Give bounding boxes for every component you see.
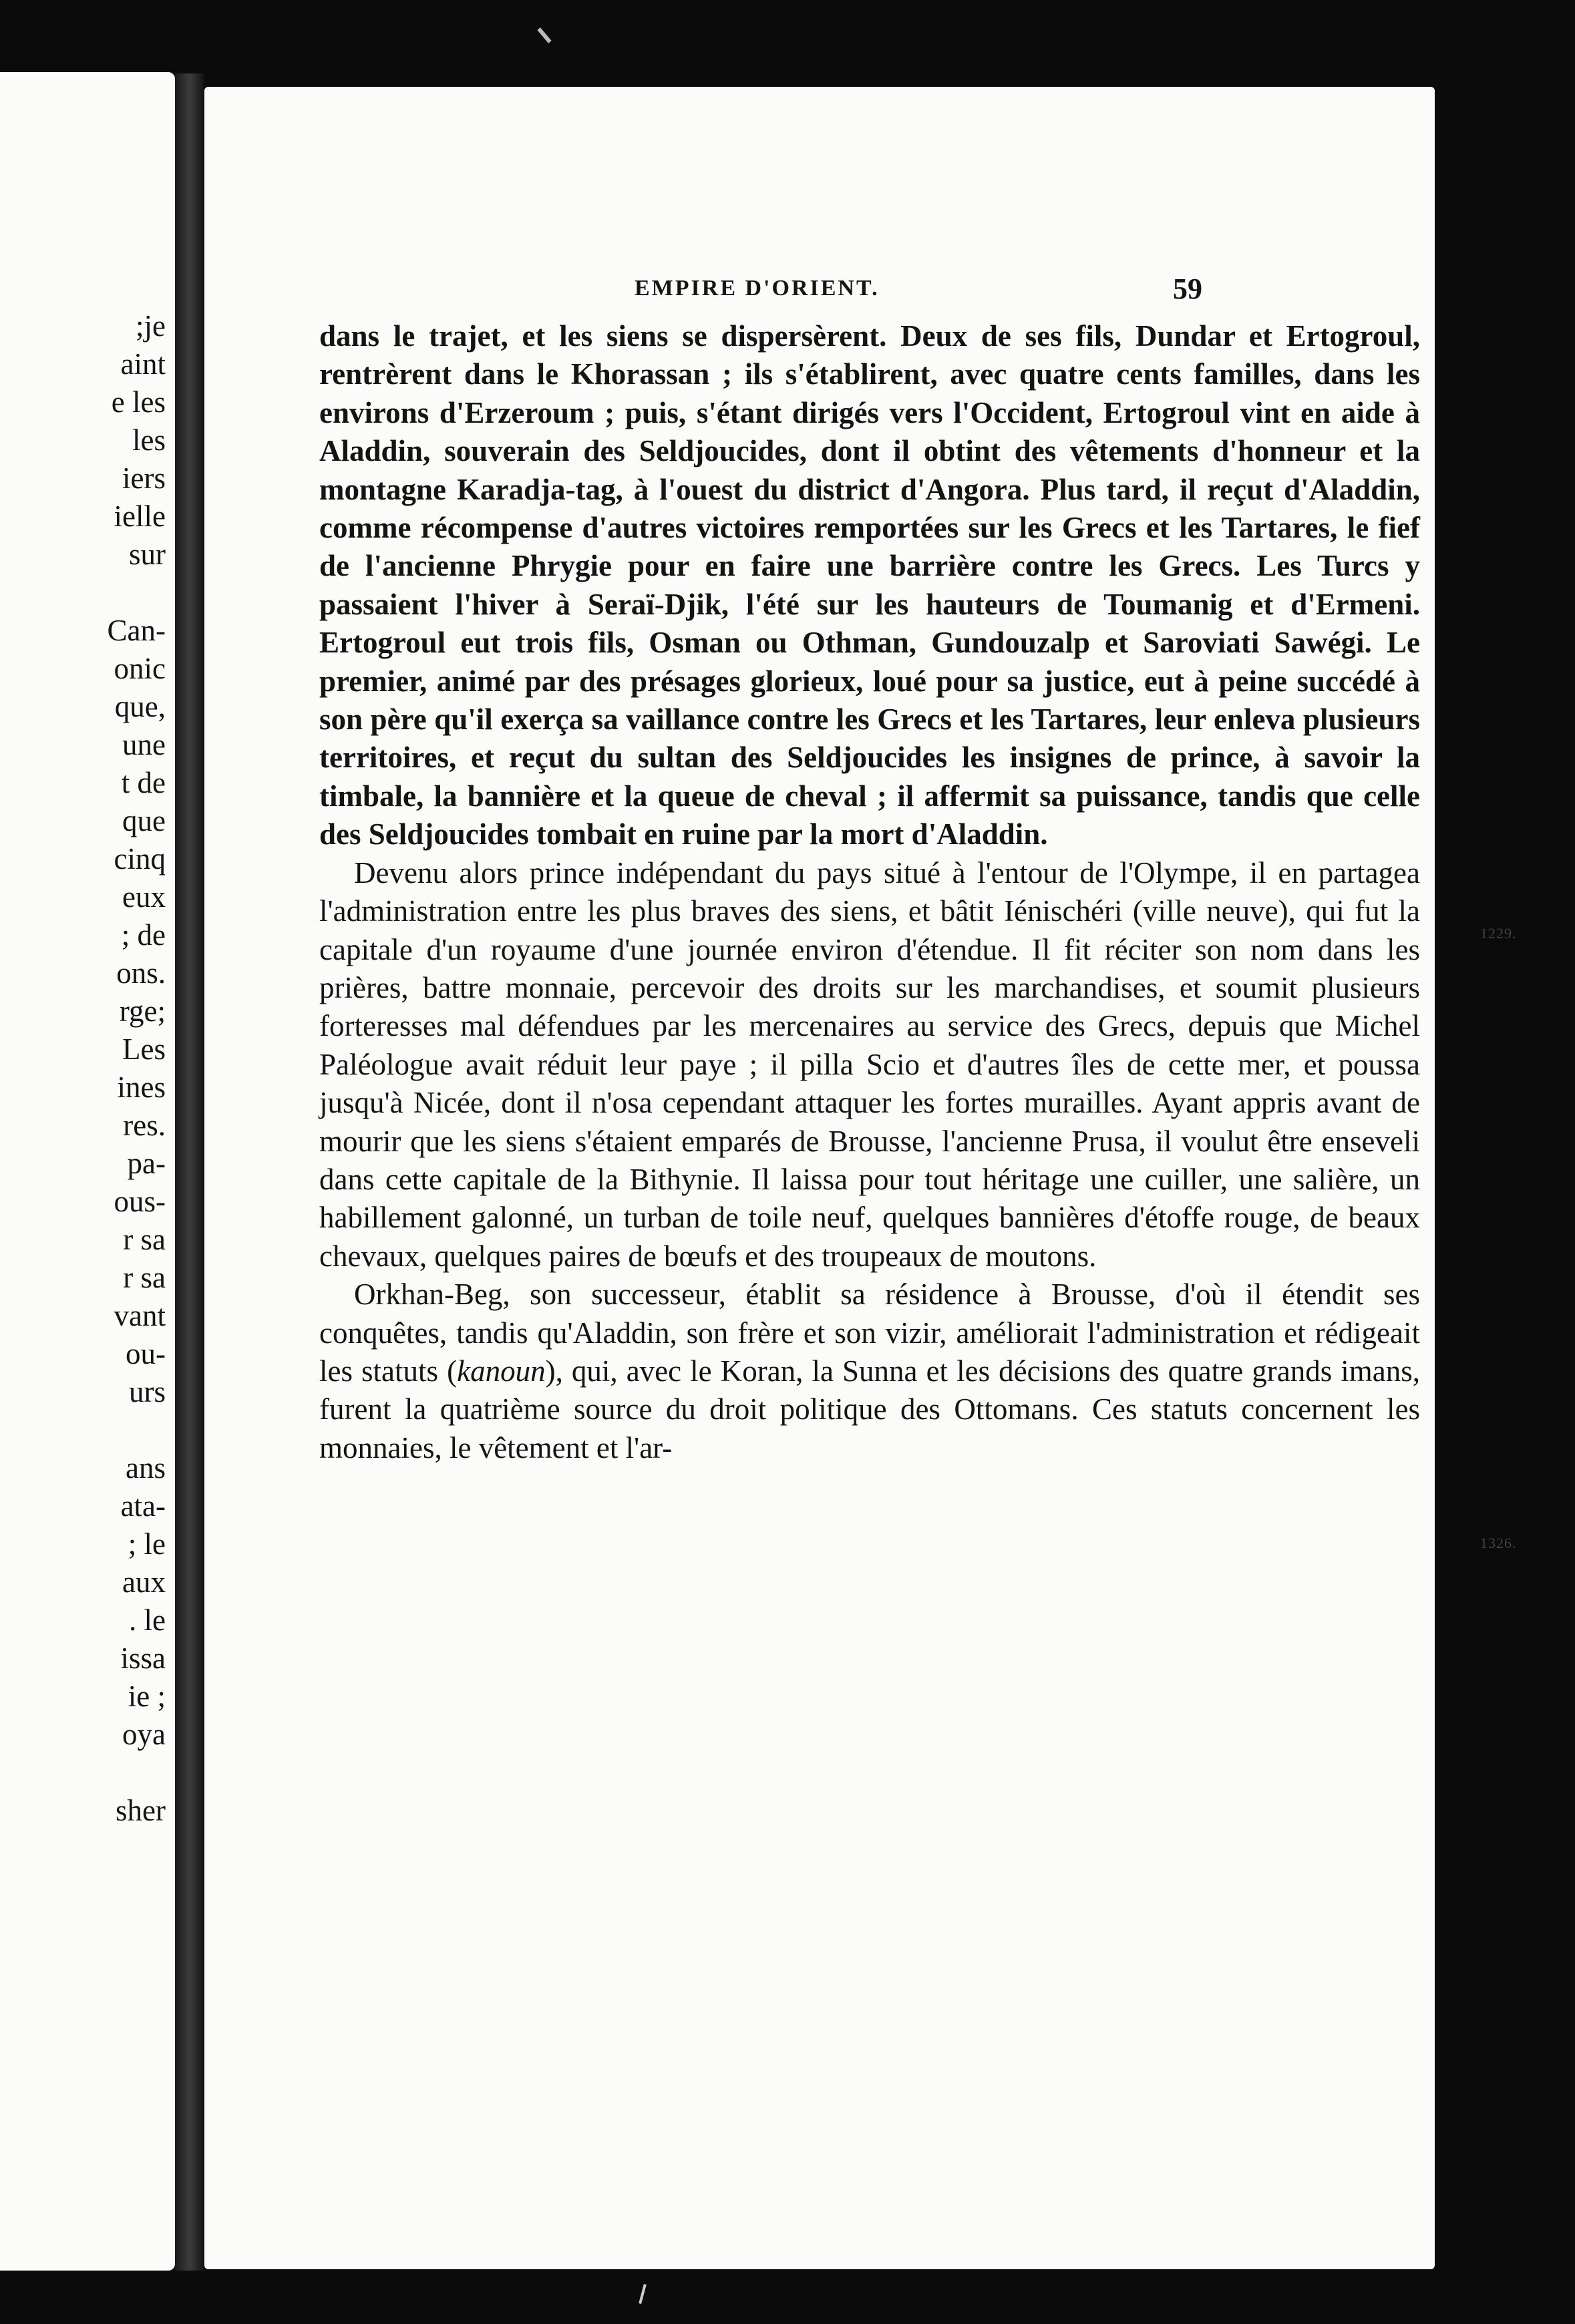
paragraph-3-text-end: ), qui, avec le Koran, la Sunna et les décisions des quatre grands imans, furent la quatrième source du droit politique des Ottomans. Ces statuts concernent les monnaies, le vêtement et l'ar- [319, 1354, 1420, 1465]
left-page-fragment: res. [123, 1109, 166, 1142]
paragraph-3-text-start: Orkhan-Beg, son successeur, établit sa résidence à Brousse, d'où il étendit ses conquêtes, tandis qu'Aladdin, son frère et son vizir, améliorait l'administration et rédigeait les statuts ( [319, 1278, 1420, 1388]
left-page-fragment [108, 1754, 166, 1792]
book-gutter [175, 73, 204, 2271]
left-page-fragment: e les [111, 385, 166, 419]
left-page-fragment: vant [114, 1299, 166, 1332]
left-page-fragment: ous- [114, 1185, 166, 1218]
left-page-fragment: aint [120, 347, 166, 381]
left-page-fragment: pa- [127, 1147, 166, 1180]
scan-artifact [639, 2284, 647, 2304]
left-page-fragment: . le [129, 1603, 166, 1637]
left-page-fragment: eux [122, 880, 166, 914]
left-page-fragment: Can- [107, 614, 166, 647]
left-page-fragment: Les [122, 1032, 166, 1066]
left-page-fragment: onic [114, 652, 166, 685]
left-page-fragment: que [122, 804, 166, 837]
left-page-edge [0, 72, 175, 2271]
left-page-fragment: t de [121, 766, 166, 799]
left-page-fragment: ; le [128, 1527, 166, 1561]
paragraph-3-italic-term: kanoun [457, 1354, 546, 1388]
paragraph-3 [319, 1276, 1420, 1467]
left-page-fragment: iers [122, 461, 166, 495]
left-page-fragment [108, 574, 166, 612]
page-number: 59 [1173, 272, 1202, 305]
main-page [204, 87, 1517, 2269]
left-page-fragment: sur [129, 538, 166, 571]
margin-date-note: 1229. [1480, 925, 1517, 942]
left-page-fragment: ans [126, 1451, 166, 1485]
paragraph-2: Devenu alors prince indépendant du pays situé à l'entour de l'Olympe, il en partagea l'administration entre les plus braves des siens, et bâtit Iénischéri (ville neuve), qui fut la capitale d'un royaume d'une journée environ d'étendue. Il fit réciter son nom dans les prières, battre monnaie, percevoir des droits sur les marchandises, et soumit plusieurs forteresses mal défendues par les mercenaires au service des Grecs, depuis que Michel Paléologue avait réduit leur paye ; il pilla Scio et d'autres îles de cette mer, et poussa jusqu'à Nicée, dont il n'osa cependant attaquer les fortes murailles. Ayant appris avant de mourir que les siens s'étaient emparés de Brousse, l'ancienne Prusa, il voulut être enseveli dans cette capitale de la Bithynie. Il laissa pour tout héritage une cuiller, une salière, un habillement galonné, un turban de toile neuf, quelques bannières d'étoffe rouge, de beaux chevaux, quelques paires de bœufs et des troupeaux de moutons. [319, 855, 1420, 1273]
left-page-fragment: ines [117, 1071, 166, 1104]
left-page-fragment: ;je [136, 309, 166, 343]
left-page-fragment [108, 1411, 166, 1449]
left-page-fragment: issa [120, 1641, 166, 1675]
left-page-text-fragments [108, 307, 166, 1830]
left-page-fragment: les [132, 423, 166, 457]
left-page-fragment: une [122, 728, 166, 761]
left-page-fragment: oya [122, 1718, 166, 1751]
left-page-fragment: ; de [121, 918, 166, 952]
left-page-fragment: que, [114, 690, 166, 723]
paragraph-1: dans le trajet, et les siens se dispersèrent. Deux de ses fils, Dundar et Ertogroul, rentrèrent dans le Khorassan ; ils s'établirent, avec quatre cents familles, dans les environs d'Erzeroum ; puis, s'étant dirigés vers l'Occident, Ertogroul vint en aide à Aladdin, souverain des Seldjoucides, dont il obtint des vêtements d'honneur et la montagne Karadja-tag, à l'ouest du district d'Angora. Plus tard, il reçut d'Aladdin, comme récompense d'autres victoires remportées sur les Grecs et les Tartares, le fief de l'ancienne Phrygie pour en faire une barrière contre les Grecs. Les Turcs y passaient l'hiver à Seraï-Djik, l'été sur les hauteurs de Toumanig et d'Ermeni. Ertogroul eut trois fils, Osman ou Othman, Gundouzalp et Saroviati Sawégi. Le premier, animé par des présages glorieux, loué pour sa justice, eut à peine succédé à son père qu'il exerça sa vaillance contre les Grecs et les Tartares, leur enleva plusieurs territoires, et reçut du sultan des Seldjoucides les insignes de prince, à savoir la timbale, la bannière et la queue de cheval ; il affermit sa puissance, tandis que celle des Seldjoucides tombait en ruine par la mort d'Aladdin. [319, 319, 1420, 851]
left-page-fragment: ielle [114, 500, 166, 533]
left-page-fragment: aux [122, 1565, 166, 1599]
text-body [319, 317, 1420, 1467]
left-page-fragment: r sa [123, 1223, 166, 1256]
left-page-fragment: cinq [114, 842, 166, 876]
scan-artifact [537, 27, 551, 43]
left-page-fragment: r sa [123, 1261, 166, 1294]
left-page-fragment: rge; [119, 994, 166, 1028]
margin-date-note: 1326. [1480, 1535, 1517, 1551]
left-page-fragment: urs [129, 1375, 166, 1408]
left-page-fragment: sher [116, 1794, 166, 1827]
left-page-fragment: ie ; [128, 1680, 166, 1713]
left-page-fragment: ons. [116, 956, 166, 990]
left-page-fragment: ou- [126, 1337, 166, 1370]
left-page-fragment: ata- [120, 1489, 166, 1523]
running-head-title: EMPIRE D'ORIENT. [635, 276, 880, 301]
